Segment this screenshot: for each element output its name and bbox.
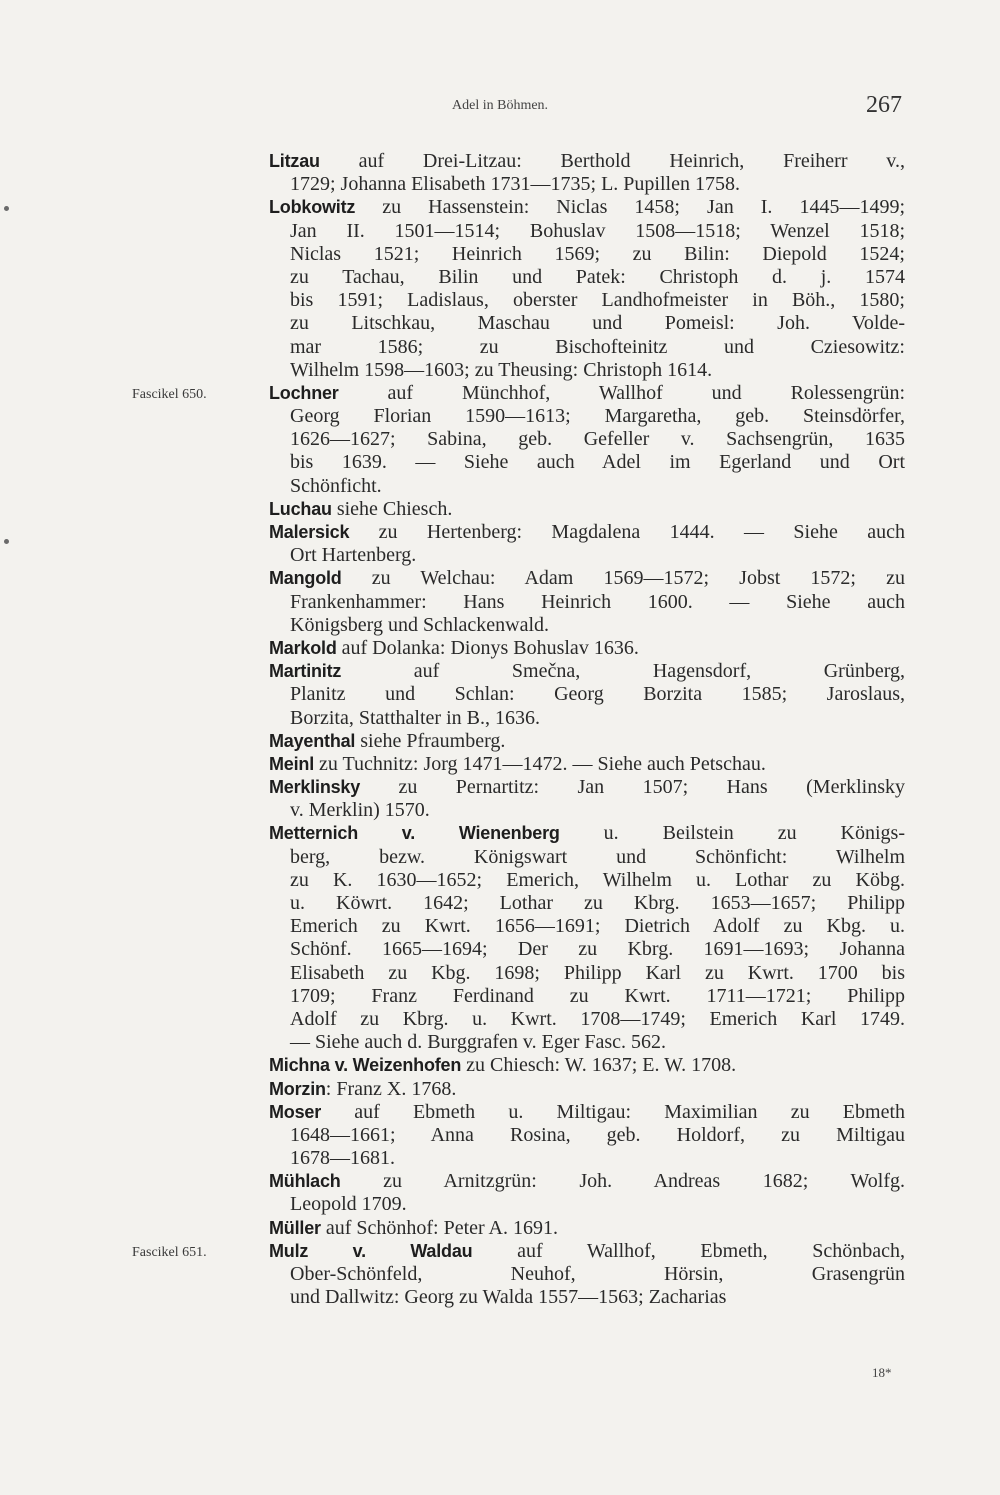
entry-line: Schönficht. [290, 474, 382, 497]
register-entry [0, 521, 905, 567]
fascicle-note: Fascikel 650. [132, 386, 207, 402]
register-entry [0, 753, 905, 776]
entry-line: Wilhelm 1598—1603; zu Theusing: Christoph 1614. [290, 358, 713, 381]
entry-first-line: Merklinsky zu Pernartitz: Jan 1507; Hans (Merklinsky [269, 776, 905, 799]
entry-line: Frankenhammer: Hans Heinrich 1600. — Siehe auch [290, 590, 905, 613]
entry-line: Borzita, Statthalter in B., 1636. [290, 706, 540, 729]
surname-headword: Merklinsky [269, 777, 361, 798]
register-entry [0, 1101, 905, 1171]
entry-line: Leopold 1709. [290, 1193, 407, 1216]
entry-line: Ort Hartenberg. [290, 544, 417, 567]
entry-line: Schönf. 1665—1694; Der zu Kbrg. 1691—1693; Johanna [290, 938, 905, 961]
entry-first-line: Mangold zu Welchau: Adam 1569—1572; Jobst 1572; zu [269, 567, 905, 590]
entry-first-line: Moser auf Ebmeth u. Miltigau: Maximilian zu Ebmeth [269, 1100, 905, 1123]
entry-line: berg, bezw. Königswart und Schönficht: Wilhelm [290, 845, 905, 868]
surname-headword: Litzau [269, 151, 320, 171]
entry-first-line: Metternich v. Wienenberg u. Beilstein zu Königs- [269, 822, 905, 845]
entry-first-line: Luchau siehe Chiesch. [269, 497, 453, 520]
surname-headword: Meinl [269, 753, 315, 774]
register-entry [0, 1078, 905, 1101]
register-entry [0, 382, 905, 498]
register-entry [0, 1054, 905, 1077]
surname-headword: Lochner [269, 382, 339, 403]
surname-headword: Lobkowitz [269, 197, 356, 218]
surname-headword: Luchau [269, 498, 332, 519]
entry-line: u. Köwrt. 1642; Lothar zu Kbrg. 1653—1657; Philipp [290, 892, 905, 914]
register-entry [0, 1217, 905, 1240]
entry-first-line: Markold auf Dolanka: Dionys Bohuslav 1636. [269, 636, 639, 659]
entry-line: Emerich zu Kwrt. 1656—1691; Dietrich Adolf zu Kbg. u. [290, 915, 905, 938]
register-entry [0, 776, 905, 822]
surname-headword: Michna v. Weizenhofen [269, 1055, 462, 1076]
entry-line: 1709; Franz Ferdinand zu Kwrt. 1711—1721; Philipp [290, 984, 905, 1007]
entry-line: — Siehe auch d. Burggrafen v. Eger Fasc. 562. [290, 1031, 667, 1054]
entry-first-line: Lobkowitz zu Hassenstein: Niclas 1458; Jan I. 1445—1499; [269, 196, 905, 219]
edge-mark [4, 539, 9, 544]
entry-first-line: Mühlach zu Arnitzgrün: Joh. Andreas 1682; Wolfg. [269, 1170, 905, 1193]
page-number: 267 [866, 92, 902, 118]
entry-line: mar 1586; zu Bischofteinitz und Cziesowitz: [290, 335, 905, 358]
surname-headword: Metternich v. Wienenberg [269, 823, 560, 844]
entry-line: Königsberg und Schlackenwald. [290, 613, 550, 636]
entry-first-line: Litzau auf Drei-Litzau: Berthold Heinrich, Freiherr v., [269, 150, 905, 172]
register-entry [0, 498, 905, 521]
entry-line: Adolf zu Kbrg. u. Kwrt. 1708—1749; Emerich Karl 1749. [290, 1007, 905, 1030]
entry-line: 1678—1681. [290, 1147, 395, 1170]
entry-line: zu K. 1630—1652; Emerich, Wilhelm u. Lothar zu Köbg. [290, 868, 905, 891]
register-entry [0, 660, 905, 730]
entry-list [0, 150, 1000, 1309]
entry-line: 1626—1627; Sabina, geb. Gefeller v. Sachsengrün, 1635 [290, 428, 905, 451]
surname-headword: Moser [269, 1101, 322, 1122]
surname-headword: Mühlach [269, 1171, 341, 1192]
signature-mark: 18* [872, 1365, 892, 1380]
entry-first-line: Müller auf Schönhof: Peter A. 1691. [269, 1216, 558, 1239]
entry-line: zu Litschkau, Maschau und Pomeisl: Joh. Volde- [290, 312, 905, 335]
surname-headword: Malersick [269, 522, 350, 542]
surname-headword: Martinitz [269, 661, 342, 682]
entry-line: bis 1591; Ladislaus, oberster Landhofmeister in Böh., 1580; [290, 289, 905, 312]
entry-line: Niclas 1521; Heinrich 1569; zu Bilin: Diepold 1524; [290, 242, 905, 265]
entry-line: Planitz und Schlan: Georg Borzita 1585; Jaroslaus, [290, 683, 905, 706]
register-entry [0, 822, 905, 1054]
entry-line: Jan II. 1501—1514; Bohuslav 1508—1518; Wenzel 1518; [290, 219, 905, 242]
register-entry [0, 730, 905, 753]
surname-headword: Mayenthal [269, 730, 356, 751]
entry-line: 1648—1661; Anna Rosina, geb. Holdorf, zu Miltigau [290, 1123, 905, 1146]
entry-line: 1729; Johanna Elisabeth 1731—1735; L. Pupillen 1758. [290, 173, 740, 196]
register-entry [0, 567, 905, 637]
entry-first-line: Malersick zu Hertenberg: Magdalena 1444. — Siehe auch [269, 521, 905, 543]
entry-first-line: Mulz v. Waldau auf Wallhof, Ebmeth, Schönbach, [269, 1239, 906, 1262]
entry-line: v. Merklin) 1570. [290, 799, 430, 822]
entry-line: und Dallwitz: Georg zu Walda 1557—1563; Zacharias [290, 1286, 727, 1309]
entry-line: Elisabeth zu Kbg. 1698; Philipp Karl zu Kwrt. 1700 bis [290, 961, 905, 984]
entry-first-line: Morzin: Franz X. 1768. [269, 1077, 457, 1100]
entry-first-line: Meinl zu Tuchnitz: Jorg 1471—1472. — Siehe auch Petschau. [269, 752, 766, 775]
surname-headword: Müller [269, 1217, 321, 1238]
running-head [0, 92, 1000, 122]
surname-headword: Mangold [269, 568, 342, 589]
register-entry [0, 150, 905, 196]
entry-line: zu Tachau, Bilin und Patek: Christoph d. j. 1574 [290, 265, 905, 288]
surname-headword: Morzin [269, 1078, 326, 1099]
running-title: Adel in Böhmen. [452, 98, 549, 113]
entry-line: Georg Florian 1590—1613; Margaretha, geb. Steinsdörfer, [290, 405, 905, 428]
entry-line: bis 1639. — Siehe auch Adel im Egerland und Ort [290, 451, 905, 474]
entry-first-line: Mayenthal siehe Pfraumberg. [269, 729, 506, 752]
entry-first-line: Martinitz auf Smečna, Hagensdorf, Grünberg, [269, 660, 905, 683]
fascicle-note: Fascikel 651. [132, 1244, 207, 1260]
register-entry [0, 637, 905, 660]
register-entry [0, 1170, 905, 1216]
entry-first-line: Michna v. Weizenhofen zu Chiesch: W. 1637; E. W. 1708. [269, 1054, 737, 1077]
register-entry [0, 1240, 905, 1310]
entry-line: Ober-Schönfeld, Neuhof, Hörsin, Grasengrün [290, 1263, 905, 1285]
surname-headword: Markold [269, 637, 337, 658]
entry-first-line: Lochner auf Münchhof, Wallhof und Rolessengrün: [269, 381, 905, 404]
register-entry [0, 196, 905, 382]
surname-headword: Mulz v. Waldau [269, 1240, 473, 1261]
edge-mark [4, 206, 9, 211]
